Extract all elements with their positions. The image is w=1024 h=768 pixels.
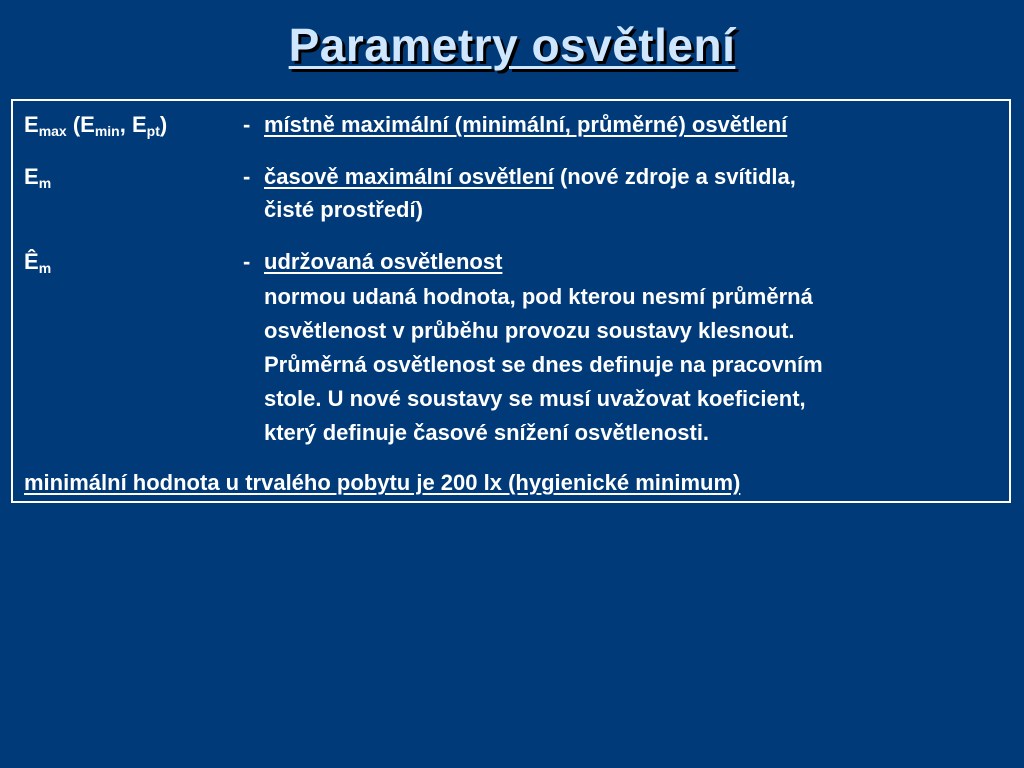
content-box <box>11 99 1011 503</box>
term-em: $E_m$ <box>24 164 52 191</box>
desc-em: časově maximální osvětlení (nové zdroje a svítidla, <box>264 164 796 189</box>
desc-line-text: stole. U nové soustavy se musí uvažovat koeficient, <box>264 386 806 411</box>
desc-line-text: který definuje časové snížení osvětlenosti. <box>264 420 710 445</box>
dash: - <box>243 249 251 274</box>
desc-em-line2: čisté prostředí) <box>264 197 423 222</box>
slide-title: Parametry osvětlení <box>288 19 736 71</box>
footer-note: minimální hodnota u trvalého pobytu je 200 lx (hygienické minimum) <box>24 470 741 495</box>
term-emax: $E_{max}$ ($E_{min}$, $E_{pt}$) <box>24 112 168 139</box>
term-em-maintained: $Ê_m$ <box>24 249 52 276</box>
desc-line-text: normou udaná hodnota, pod kterou nesmí průměrná <box>264 284 813 309</box>
desc-emax: místně maximální (minimální, průměrné) osvětlení <box>264 112 788 137</box>
dash: - <box>243 112 251 137</box>
desc-line-text: osvětlenost v průběhu provozu soustavy klesnout. <box>264 318 795 343</box>
desc-line-text: Průměrná osvětlenost se dnes definuje na pracovním <box>264 352 823 377</box>
dash: - <box>243 164 251 189</box>
desc-em-maintained: udržovaná osvětlenost <box>264 249 503 274</box>
